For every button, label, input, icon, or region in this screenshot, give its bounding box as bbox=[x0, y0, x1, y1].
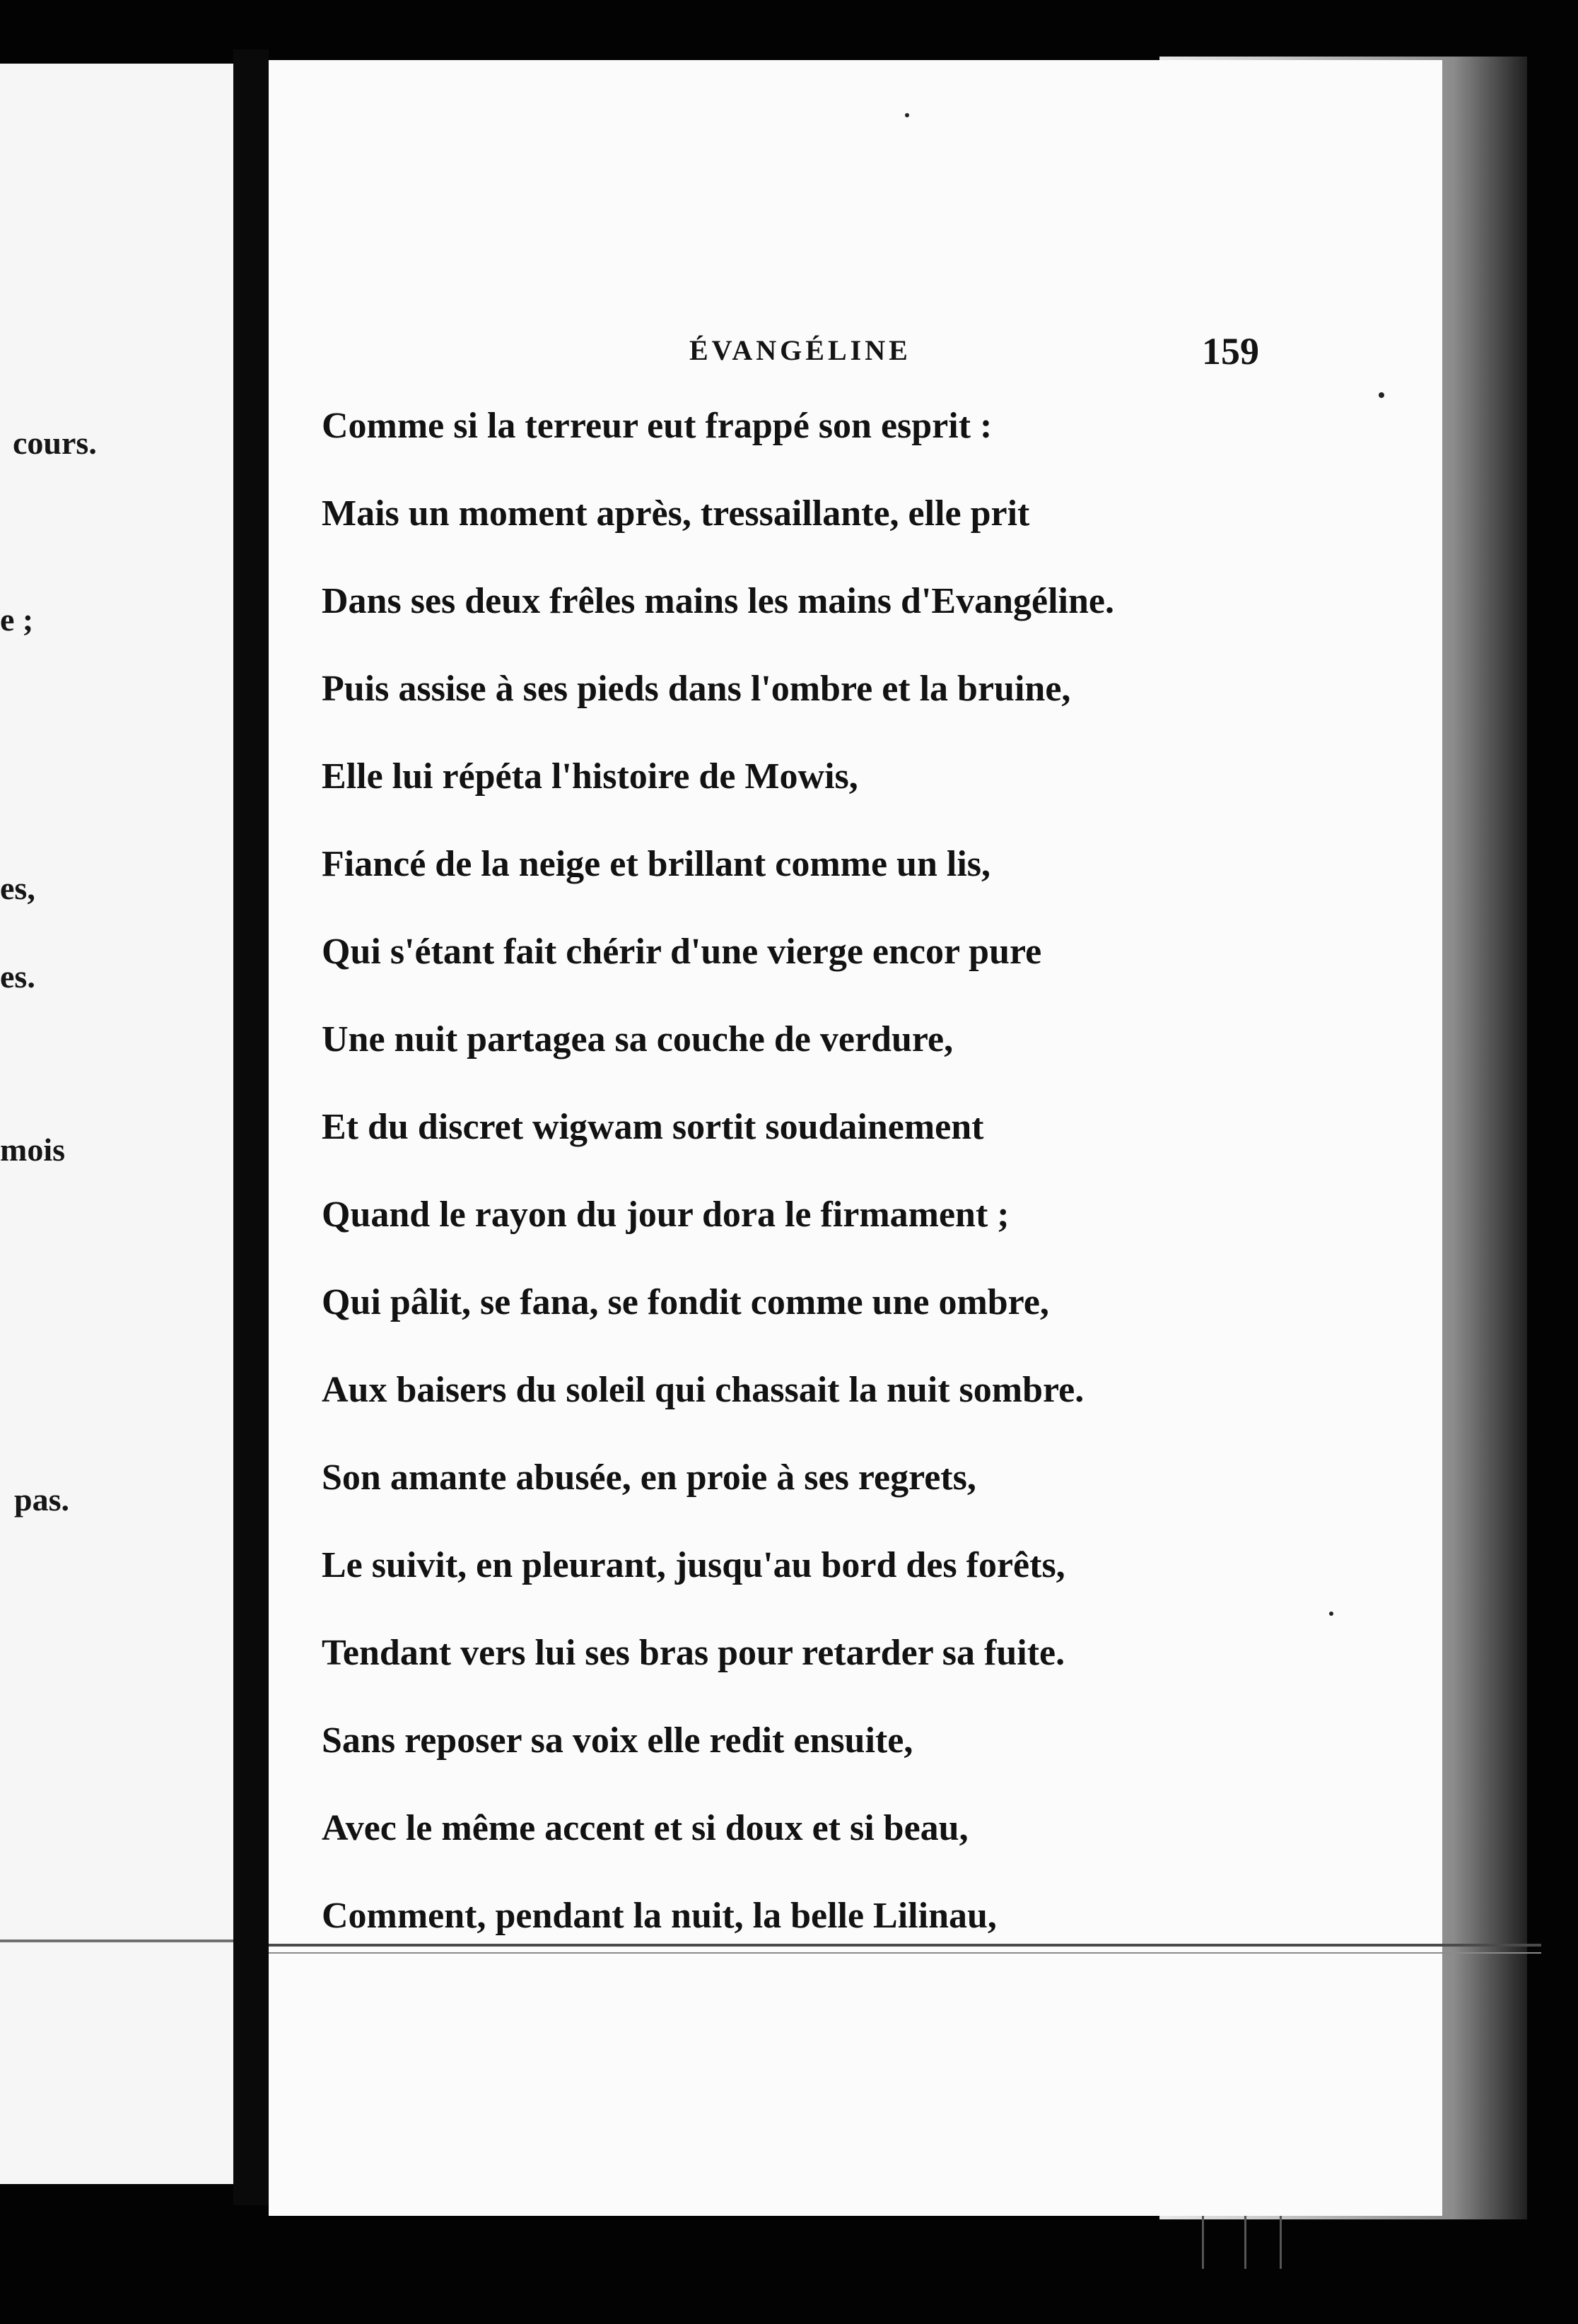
ink-speck bbox=[1329, 1612, 1333, 1616]
previous-page-word: es, bbox=[0, 870, 35, 906]
poem-line: Dans ses deux frêles mains les mains d'Evangéline. bbox=[322, 581, 1114, 621]
running-head: ÉVANGÉLINE bbox=[689, 334, 911, 366]
ink-speck bbox=[1379, 392, 1384, 398]
previous-page-word: es. bbox=[0, 958, 35, 994]
ink-speck bbox=[905, 113, 909, 117]
previous-page-rule bbox=[0, 1939, 233, 1942]
previous-page-word: mois bbox=[0, 1132, 65, 1168]
poem-line: Sans reposer sa voix elle redit ensuite, bbox=[322, 1720, 913, 1761]
poem-line: Comme si la terreur eut frappé son esprit : bbox=[322, 406, 993, 446]
poem-line: Mais un moment après, tressaillante, elle prit bbox=[322, 493, 1030, 534]
poem-line: Et du discret wigwam sortit soudainement bbox=[322, 1107, 984, 1147]
poem-line: Qui pâlit, se fana, se fondit comme une ombre, bbox=[322, 1282, 1049, 1322]
previous-page-fragment bbox=[0, 64, 233, 2184]
scan-rule bbox=[269, 1952, 1541, 1954]
poem-line: Une nuit partagea sa couche de verdure, bbox=[322, 1019, 954, 1060]
poem-line: Comment, pendant la nuit, la belle Lilinau, bbox=[322, 1896, 997, 1936]
book-gutter bbox=[233, 49, 269, 2205]
previous-page-word: pas. bbox=[14, 1481, 69, 1518]
poem-line: Le suivit, en pleurant, jusqu'au bord des forêts, bbox=[322, 1545, 1065, 1585]
poem-line: Son amante abusée, en proie à ses regrets, bbox=[322, 1457, 976, 1498]
scan-rule bbox=[269, 1944, 1541, 1947]
poem-line: Quand le rayon du jour dora le firmament ; bbox=[322, 1195, 1010, 1235]
previous-page-word: cours. bbox=[13, 425, 97, 461]
poem-line: Aux baisers du soleil qui chassait la nuit sombre. bbox=[322, 1370, 1085, 1410]
poem-line: Elle lui répéta l'histoire de Mowis, bbox=[322, 756, 858, 797]
poem-line: Fiancé de la neige et brillant comme un lis, bbox=[322, 844, 991, 884]
poem-line: Puis assise à ses pieds dans l'ombre et la bruine, bbox=[322, 669, 1071, 709]
poem-text bbox=[322, 401, 1311, 1979]
previous-page-word: e ; bbox=[0, 601, 34, 638]
poem-line: Avec le même accent et si doux et si beau, bbox=[322, 1808, 969, 1848]
page-number: 159 bbox=[1202, 330, 1259, 372]
poem-line: Tendant vers lui ses bras pour retarder sa fuite. bbox=[322, 1633, 1065, 1673]
poem-line: Qui s'étant fait chérir d'une vierge encor pure bbox=[322, 932, 1042, 972]
